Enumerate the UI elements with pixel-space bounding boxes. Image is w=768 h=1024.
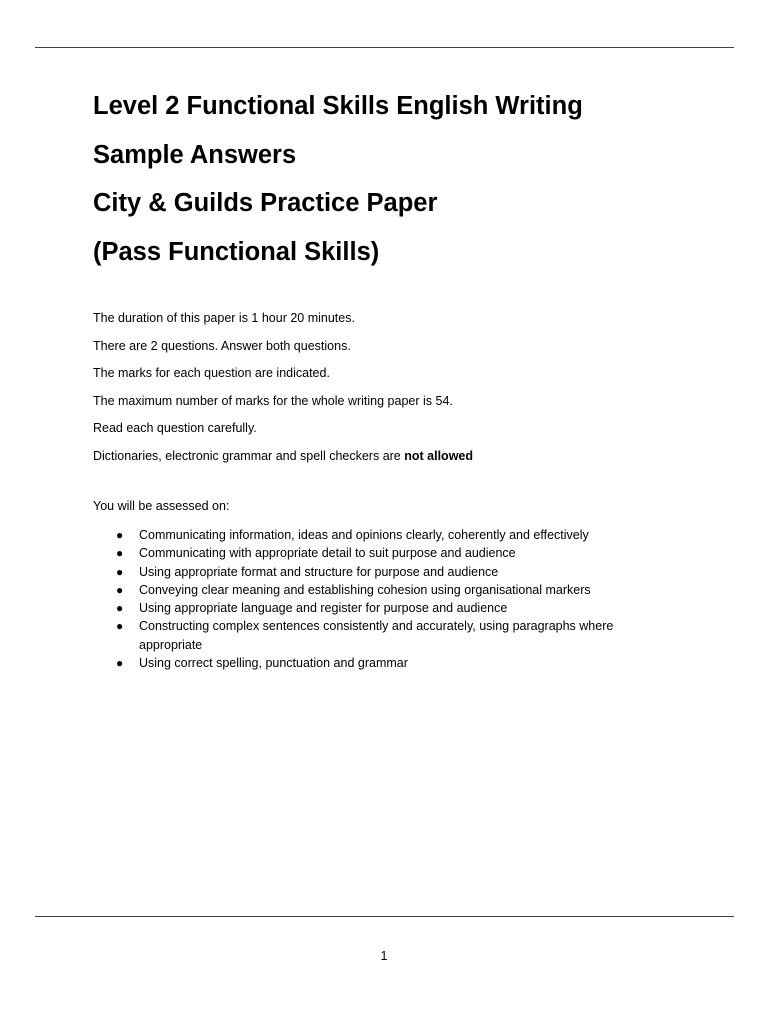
criterion-text: Using appropriate format and structure for purpose and audience [139, 564, 499, 579]
header-rule [35, 47, 734, 48]
criterion-text: Communicating information, ideas and opinions clearly, coherently and effectively [139, 528, 589, 542]
title-line-3: City & Guilds Practice Paper [93, 189, 438, 217]
bullet-icon: ● [116, 656, 124, 671]
instruction-read-carefully: Read each question carefully. [93, 421, 257, 435]
instruction-marks: The marks for each question are indicated. [93, 366, 330, 380]
document-title [93, 82, 713, 276]
instruction-restriction [93, 443, 713, 471]
assessment-criteria-list [93, 526, 653, 672]
instruction-questions: There are 2 questions. Answer both questions. [93, 338, 351, 353]
footer-rule [35, 916, 734, 917]
instruction-duration: The duration of this paper is 1 hour 20 minutes. [93, 311, 355, 325]
title-line-2: Sample Answers [93, 140, 297, 169]
criterion-text: Communicating with appropriate detail to suit purpose and audience [139, 546, 516, 561]
instructions [93, 305, 713, 470]
list-item [93, 544, 653, 562]
instruction-max-marks: The maximum number of marks for the whole writing paper is 54. [93, 393, 453, 408]
bullet-icon: ● [116, 582, 124, 597]
criterion-text: Using appropriate language and register for purpose and audience [139, 601, 508, 616]
title-line-4: (Pass Functional Skills) [93, 237, 380, 266]
bullet-icon: ● [116, 546, 124, 561]
list-item [93, 654, 653, 672]
assessed-heading: You will be assessed on: [93, 499, 230, 513]
bullet-icon: ● [116, 528, 124, 542]
list-item [93, 581, 653, 599]
bullet-icon: ● [116, 601, 124, 616]
list-item [93, 563, 653, 581]
list-item [93, 617, 653, 654]
title-line-1: Level 2 Functional Skills English Writing [93, 92, 583, 120]
restriction-text: Dictionaries, electronic grammar and spell checkers are [93, 448, 405, 463]
page-number: 1 [380, 949, 388, 963]
restriction-emphasis: not allowed [404, 448, 473, 463]
bullet-icon: ● [116, 619, 124, 634]
list-item [93, 599, 653, 617]
bullet-icon: ● [116, 564, 124, 579]
criterion-text: Using correct spelling, punctuation and grammar [139, 656, 408, 671]
criterion-text: Constructing complex sentences consistently and accurately, using paragraphs where appropriate [139, 619, 614, 652]
list-item [93, 526, 653, 544]
criterion-text: Conveying clear meaning and establishing cohesion using organisational markers [139, 582, 591, 597]
